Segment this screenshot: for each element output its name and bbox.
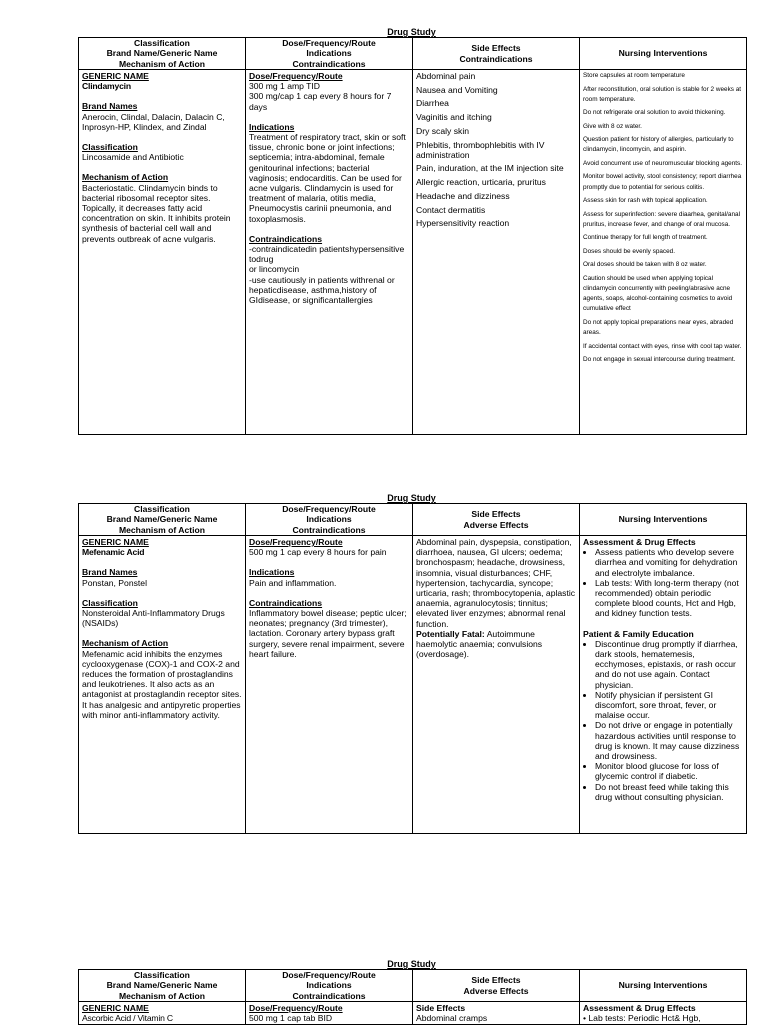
contraindication-line: or lincomycin: [249, 264, 300, 275]
moa-value: Mefenamic acid inhibits the enzymes cyclooxygenase (COX)-1 and COX-2 and reduces the formation of prostaglandins and leukotrienes. It also acts as an antagonist at prostaglandin receptor sites. It has analgesic and antipyretic properties with minor anti-inflammatory activity.: [82, 648, 242, 720]
contraindication-line: -use cautiously in patients withrenal or hepaticdisease, asthma,history of GIdisease, or significantallergies: [249, 274, 395, 306]
generic-name-value: Mefenamic Acid: [82, 547, 145, 558]
assessment-label: Assessment & Drug Effects: [583, 537, 696, 547]
indications-value: Treatment of respiratory tract, skin or soft tissue, chronic bone or joint infections; septicemia; intra-abdominal, female genitourinal infections; bacterial vaginosis; endocarditis. Can be used for acne vulgaris. Clindamycin is used for treatment of malaria, otitis media, Pneumocystis carinii pneumonia, and toxoplasmosis.: [249, 132, 406, 224]
side-effect-item: Abdominal cramps: [416, 1013, 488, 1024]
contraindications-label: Contraindications: [249, 597, 323, 608]
table-row: [79, 70, 747, 435]
header-classification: Classification Brand Name/Generic Name Mechanism of Action: [79, 504, 246, 536]
moa-value: Bacteriostatic. Clindamycin binds to bacterial ribosomal receptor sites. Topically, it decreases fatty acid concentration on skin. It inhibits protein synthesis of bacterial cell wall and prevents outbreak of acne vulgaris.: [82, 182, 231, 244]
nursing-interventions-cell: [580, 536, 747, 834]
nursing-interventions-cell: [580, 1002, 747, 1025]
study-title: Drug Study: [387, 959, 436, 969]
header-classification: Classification Brand Name/Generic Name Mechanism of Action: [79, 970, 246, 1002]
intervention-item: Doses should be evenly spaced.: [583, 247, 676, 255]
side-effect-item: Pain, induration, at the IM injection site: [416, 163, 564, 174]
classification-cell: [79, 1002, 246, 1025]
generic-name-label: GENERIC NAME: [82, 1003, 149, 1013]
brand-names-label: Brand Names: [82, 567, 138, 578]
table-row: [79, 536, 747, 834]
intervention-item: Do not engage in sexual intercourse during treatment.: [583, 356, 736, 364]
drug-study-table: [78, 37, 747, 435]
header-side-effects: Side Effects Adverse Effects: [413, 504, 580, 536]
classification-cell: [79, 70, 246, 435]
drug-study-table: [78, 503, 747, 834]
intervention-item: Continue therapy for full length of treatment.: [583, 234, 708, 242]
intervention-item: Assess for superinfection: severe diaarhea, genital/anal pruritus, increase fever, and change of oral mucosa.: [583, 210, 741, 228]
side-effect-item: Headache and dizziness: [416, 190, 510, 201]
intervention-item: If accidental contact with eyes, rinse with cool tap water.: [583, 342, 742, 350]
classification-label: Classification: [82, 597, 138, 608]
table-header-row: [79, 970, 747, 1002]
dose-cell: [246, 536, 413, 834]
header-nursing-interventions: Nursing Interventions: [580, 504, 747, 536]
contraindications-label: Contraindications: [249, 233, 323, 244]
indications-label: Indications: [249, 121, 295, 132]
classification-value: Lincosamide and Antibiotic: [82, 152, 184, 163]
generic-name-label: GENERIC NAME: [82, 537, 149, 547]
intervention-item: Caution should be used when applying topical clindamycin concurrently with peeling/abrasive acne agents, soaps, alcohol-containing cosmetics to avoid cumulative effect: [583, 274, 733, 313]
classification-cell: [79, 536, 246, 834]
side-effects-cell: [413, 536, 580, 834]
intervention-item: Monitor bowel activity, stool consistency; report diarrhea promptly due to potential for serious colitis.: [583, 173, 742, 191]
dose-cell: [246, 1002, 413, 1025]
dose-label: Dose/Frequency/Route: [249, 71, 343, 81]
header-side-effects: Side Effects Adverse Effects: [413, 970, 580, 1002]
intervention-item: Do not apply topical preparations near eyes, abraded areas.: [583, 318, 734, 337]
side-effects-cell: [413, 1002, 580, 1025]
header-nursing-interventions: Nursing Interventions: [580, 38, 747, 70]
side-effect-item: Diarrhea: [416, 98, 449, 109]
side-effects-value: Abdominal pain, dyspepsia, constipation, diarrhoea, nausea, GI ulcers; oedema; bronchospasm; headache, drowsiness, insomnia, visual disturbances; CHF, hypertension, tachycardia, syncope; urticaria, rash; thrombocytopenia, aplastic anaemia, agranulocytosis; tinnitus; elevated liver enzymes; abnormal renal function.: [416, 537, 576, 629]
moa-label: Mechanism of Action: [82, 638, 169, 649]
list-item: • Monitor blood glucose for loss of glycemic control if diabetic.: [595, 761, 743, 781]
table-row: [79, 1002, 747, 1025]
table-header-row: [79, 38, 747, 70]
side-effect-item: Abdominal pain: [416, 71, 476, 81]
header-dose: Dose/Frequency/Route Indications Contraindications: [246, 38, 413, 70]
header-side-effects: Side Effects Contraindications: [413, 38, 580, 70]
intervention-item: Do not refrigerate oral solution to avoid thickening.: [583, 109, 726, 117]
dose-line: 300 mg 1 amp TID: [249, 81, 321, 92]
potentially-fatal-value: Autoimmune haemolytic anaemia; convulsions (overdosage).: [416, 628, 543, 660]
intervention-item: Assess skin for rash with topical application.: [583, 197, 708, 205]
list-item: • Lab tests: Periodic Hct& Hgb,: [583, 1013, 701, 1024]
indications-label: Indications: [249, 567, 295, 578]
generic-name-label: GENERIC NAME: [82, 71, 149, 81]
contraindications-value: Inflammatory bowel disease; peptic ulcer; neonates; pregnancy (3rd trimester), lactation. Coronary artery bypass graft surgery, severe renal impairment, severe heart failure.: [249, 608, 407, 659]
assessment-label: Assessment & Drug Effects: [583, 1003, 696, 1013]
brand-names-value: Anerocin, Clindal, Dalacin, Dalacin C, Inprosyn-HP, Klindex, and Zindal: [82, 111, 225, 132]
dose-value: 500 mg 1 cap every 8 hours for pain: [249, 547, 387, 558]
side-effect-item: Dry scaly skin: [416, 125, 470, 136]
list-item: • Assess patients who develop severe diarrhea and vomiting for dehydration and electrolyte imbalance.: [595, 547, 743, 578]
study-title: Drug Study: [387, 493, 436, 503]
brand-names-value: Ponstan, Ponstel: [82, 577, 147, 588]
brand-names-label: Brand Names: [82, 101, 138, 112]
table-header-row: [79, 504, 747, 536]
patient-education-label: Patient & Family Education: [583, 628, 694, 639]
dose-value: 500 mg 1 cap tab BID: [249, 1013, 333, 1024]
side-effect-item: Nausea and Vomiting: [416, 84, 498, 95]
moa-label: Mechanism of Action: [82, 172, 169, 183]
side-effects-label: Side Effects: [416, 1003, 466, 1013]
dose-cell: [246, 70, 413, 435]
intervention-item: Avoid concurrent use of neuromuscular blocking agents.: [583, 159, 743, 167]
side-effect-item: Vaginitis and itching: [416, 112, 492, 123]
dose-label: Dose/Frequency/Route: [249, 1003, 343, 1013]
generic-name-value: Clindamycin: [82, 81, 131, 92]
generic-name-value: Ascorbic Acid / Vitamin C: [82, 1013, 173, 1024]
dose-line: 300 mg/cap 1 cap every 8 hours for 7 days: [249, 91, 392, 112]
side-effect-item: Phlebitis, thrombophlebitis with IV administration: [416, 139, 545, 160]
dose-label: Dose/Frequency/Route: [249, 537, 343, 547]
drug-study-table: [78, 969, 747, 1025]
classification-label: Classification: [82, 142, 138, 153]
header-dose: Dose/Frequency/Route Indications Contraindications: [246, 504, 413, 536]
side-effects-cell: [413, 70, 580, 435]
classification-value: Nonsteroidal Anti-Inflammatory Drugs (NSAIDs): [82, 608, 225, 629]
assessment-list: [583, 547, 743, 618]
nursing-interventions-cell: [580, 70, 747, 435]
list-item: • Lab tests: With long-term therapy (not recommended) obtain periodic complete blood counts, Hct and Hgb, and kidney function tests.: [595, 578, 743, 619]
list-item: • Do not drive or engage in potentially hazardous activities until response to drug is known. It may cause dizziness and drowsiness.: [595, 720, 743, 761]
intervention-item: Oral doses should be taken with 8 oz water.: [583, 261, 707, 269]
header-classification: Classification Brand Name/Generic Name Mechanism of Action: [79, 38, 246, 70]
header-dose: Dose/Frequency/Route Indications Contraindications: [246, 970, 413, 1002]
contraindication-line: -contraindicatedin patientshypersensitive todrug: [249, 244, 405, 265]
side-effect-item: Contact dermatitis: [416, 204, 486, 215]
list-item: • Discontinue drug promptly if diarrhea, dark stools, hematemesis, ecchymoses, epistaxis, or rash occur and do not use again. Contact physician.: [595, 639, 743, 690]
intervention-item: Store capsules at room temperature: [583, 72, 685, 79]
list-item: • Notify physician if persistent GI discomfort, sore throat, fever, or malaise occur.: [595, 690, 743, 721]
side-effect-item: Allergic reaction, urticaria, pruritus: [416, 177, 546, 188]
patient-education-list: [583, 639, 743, 802]
intervention-item: After reconstitution, oral solution is stable for 2 weeks at room temperature.: [583, 85, 742, 103]
intervention-item: Question patient for history of allergies, particularly to clindamycin, lincomycin, and aspirin.: [583, 136, 734, 154]
list-item: • Do not breast feed while taking this drug without consulting physician.: [595, 782, 743, 802]
study-title: Drug Study: [387, 27, 436, 37]
indications-value: Pain and inflammation.: [249, 577, 337, 588]
side-effect-item: Hypersensitivity reaction: [416, 218, 510, 229]
header-nursing-interventions: Nursing Interventions: [580, 970, 747, 1002]
intervention-item: Give with 8 oz water.: [583, 122, 642, 130]
potentially-fatal-label: Potentially Fatal:: [416, 628, 485, 639]
